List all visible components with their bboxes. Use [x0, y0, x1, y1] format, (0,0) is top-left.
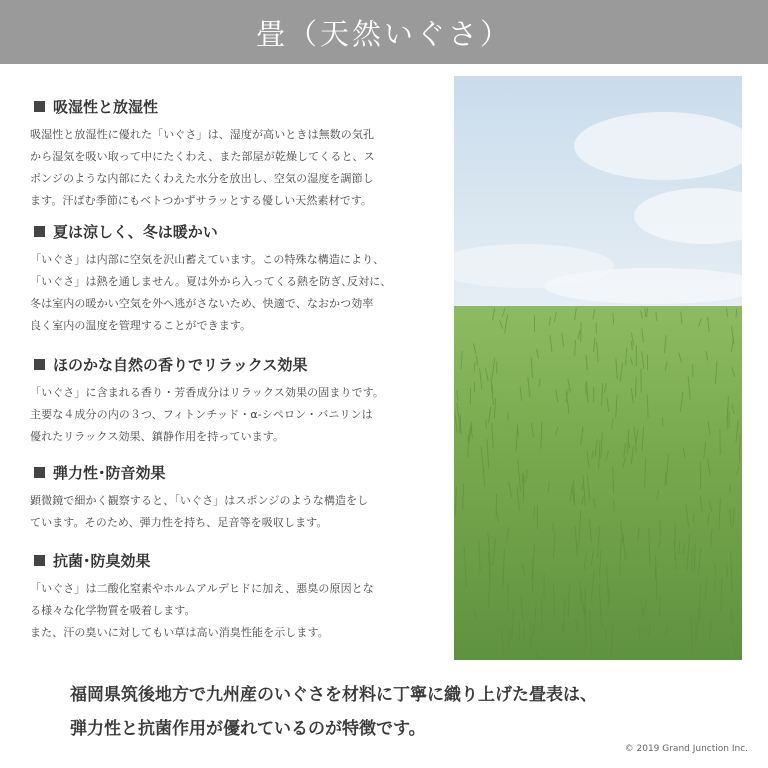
summary-line: 弾力性と抗菌作用が優れているのが特徴です。 — [70, 719, 426, 739]
grass-blade — [693, 514, 694, 523]
body-line: ポンジのような内部にたくわえた水分を放出し、空気の湿度を調節し — [30, 172, 374, 185]
body-line: 「いぐさ」に含まれる香り・芳香成分はリラックス効果の固まりです。 — [30, 386, 384, 399]
section-aroma — [30, 354, 440, 448]
body-line: 「いぐさ」は熱を通しません。夏は外から入ってくる熱を防ぎ､反対に、 — [30, 275, 392, 288]
grass-blade — [700, 462, 701, 490]
body-line: また、汗の臭いに対してもい草は高い消臭性能を示します。 — [30, 626, 329, 639]
grass-blade — [647, 308, 648, 317]
grass-blade — [548, 482, 549, 492]
summary-text — [70, 678, 750, 746]
grass-blade — [541, 599, 542, 629]
grass-blade — [474, 362, 475, 371]
body-line: から湿気を吸い取って中にたくわえ、また部屋が乾燥してくると、ス — [30, 150, 375, 163]
summary-line: 福岡県筑後地方で九州産のいぐさを材料に丁寧に織り上げた畳表は、 — [70, 685, 597, 705]
grass-blade — [614, 500, 615, 511]
body-line: 主要な４成分の内の３つ、フィトンチッド・α-シペロン・バニリンは — [30, 408, 373, 421]
section-antibacterial — [30, 550, 440, 644]
square-bullet-icon — [34, 467, 45, 478]
square-bullet-icon — [34, 226, 45, 237]
body-line: 「いぐさ」は内部に空気を沢山蓄えています。この特殊な構造により、 — [30, 253, 385, 266]
grass-blade — [508, 412, 509, 421]
grass-blade — [519, 620, 520, 641]
body-line: 「いぐさ」は二酸化窒素やホルムアルデヒドに加え、悪臭の原因とな — [30, 582, 374, 595]
section-heading: 弾力性･防音効果 — [53, 463, 166, 482]
body-line: る様々な化学物質を吸着します。 — [30, 604, 196, 617]
section-temperature — [30, 221, 440, 337]
section-heading: 夏は涼しく、冬は暖かい — [53, 222, 218, 241]
grass-blade — [730, 484, 731, 493]
section-elasticity — [30, 462, 440, 534]
body-line: 良く室内の温度を管理することができます。 — [30, 319, 252, 332]
square-bullet-icon — [34, 555, 45, 566]
copyright-notice: © 2019 Grand Junction Inc. — [624, 744, 748, 754]
grass-blade — [486, 419, 487, 429]
rush-field-photo — [454, 76, 742, 660]
section-body — [30, 382, 440, 448]
grass-blade — [693, 364, 694, 377]
section-heading: 抗菌･防臭効果 — [53, 551, 151, 570]
section-body — [30, 249, 440, 337]
square-bullet-icon — [34, 359, 45, 370]
section-moisture — [30, 96, 440, 212]
body-line: 顕微鏡で細かく観察すると、「いぐさ」はスポンジのような構造をし — [30, 494, 369, 507]
grass-blade — [586, 383, 587, 395]
section-heading: ほのかな自然の香りでリラックス効果 — [53, 355, 308, 374]
grass-blade — [695, 543, 696, 573]
page-header — [0, 0, 768, 64]
rush-field-illustration — [454, 76, 742, 660]
body-line: ています。そのため、弾力性を持ち、足音等を吸収します。 — [30, 516, 328, 529]
section-body — [30, 578, 440, 644]
section-heading: 吸湿性と放湿性 — [53, 97, 159, 116]
body-line: 吸湿性と放湿性に優れた「いぐさ」は、湿度が高いときは無数の気孔 — [30, 128, 375, 141]
body-line: 優れたリラックス効果、鎮静作用を持っています。 — [30, 430, 285, 443]
body-line: 冬は室内の暖かい空気を外へ逃がさないため、快適で、なおかつ効率 — [30, 297, 374, 310]
section-body — [30, 124, 440, 212]
body-line: ます。汗ばむ季節にもベトつかずサラッとする優しい天然素材です。 — [30, 194, 373, 207]
grass-blade — [609, 590, 610, 607]
page-title: 畳（天然いぐさ） — [255, 16, 512, 51]
section-body — [30, 490, 440, 534]
square-bullet-icon — [34, 101, 45, 112]
